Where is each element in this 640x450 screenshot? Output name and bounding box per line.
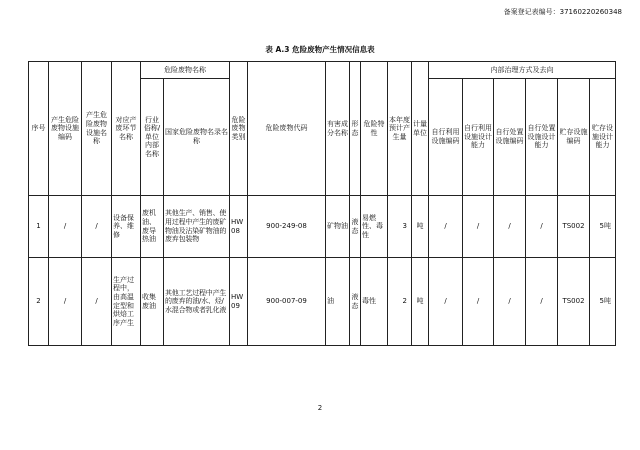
header-category: 危险废物类别: [230, 62, 248, 196]
header-unit: 计量单位: [412, 62, 429, 196]
header-storage-code: 贮存设施编码: [558, 79, 590, 196]
cell-self-util-capacity: /: [463, 258, 494, 346]
cell-self-util-code: /: [429, 196, 463, 258]
cell-facility-name: /: [82, 196, 112, 258]
cell-category: HW08: [230, 196, 248, 258]
header-hazardous-components: 有害成分名称: [326, 62, 350, 196]
header-internal-treatment: 内部治理方式及去向: [429, 62, 616, 79]
table-title: 表 A.3 危险废物产生情况信息表: [265, 45, 375, 54]
hazardous-waste-table: [28, 61, 616, 346]
cell-annual-amount: 2: [388, 258, 412, 346]
header-waste-name-group: 危险废物名称: [141, 62, 230, 79]
header-form: 形态: [350, 62, 361, 196]
cell-category: HW09: [230, 258, 248, 346]
header-code: 危险废物代码: [248, 62, 326, 196]
cell-self-disp-code: /: [494, 196, 526, 258]
cell-national-name: 其他生产、销售、使用过程中产生的废矿物油及沾染矿物油的废弃包装物: [164, 196, 230, 258]
cell-unit: 吨: [412, 258, 429, 346]
cell-self-disp-capacity: /: [526, 196, 558, 258]
cell-code: 900-249-08: [248, 196, 326, 258]
cell-seq: 2: [29, 258, 49, 346]
table-row: [29, 258, 616, 346]
cell-hazardous-components: 油: [326, 258, 350, 346]
header-annual-amount: 本年度预计产生量: [388, 62, 412, 196]
cell-facility-code: /: [49, 258, 82, 346]
cell-code: 900-007-09: [248, 258, 326, 346]
table-row: [29, 196, 616, 258]
cell-process-step: 设备保养、维修: [112, 196, 141, 258]
cell-industry-name: 废机油、废导热油: [141, 196, 164, 258]
cell-seq: 1: [29, 196, 49, 258]
header-seq: 序号: [29, 62, 49, 196]
cell-storage-code: TS002: [558, 196, 590, 258]
cell-storage-code: TS002: [558, 258, 590, 346]
header-self-util-code: 自行利用设施编码: [429, 79, 463, 196]
cell-annual-amount: 3: [388, 196, 412, 258]
cell-process-step: 生产过程中，由高温定型和烘焙工序产生: [112, 258, 141, 346]
cell-self-util-capacity: /: [463, 196, 494, 258]
cell-industry-name: 收集废油: [141, 258, 164, 346]
header-industry-name: 行业俗称/单位内部名称: [141, 79, 164, 196]
registration-number: 备案登记表编号：37160220260348: [503, 8, 622, 16]
cell-unit: 吨: [412, 196, 429, 258]
cell-characteristics: 易燃性、毒性: [361, 196, 388, 258]
cell-self-disp-capacity: /: [526, 258, 558, 346]
cell-form: 液态: [350, 258, 361, 346]
cell-characteristics: 毒性: [361, 258, 388, 346]
cell-facility-code: /: [49, 196, 82, 258]
header-national-name: 国家危险废物名录名称: [164, 79, 230, 196]
header-self-disp-capacity: 自行处置设施设计能力: [526, 79, 558, 196]
cell-form: 液态: [350, 196, 361, 258]
cell-self-disp-code: /: [494, 258, 526, 346]
header-self-disp-code: 自行处置设施编码: [494, 79, 526, 196]
header-self-util-capacity: 自行利用设施设计能力: [463, 79, 494, 196]
header-storage-capacity: 贮存设施设计能力: [590, 79, 616, 196]
page-number: 2: [317, 404, 323, 412]
header-facility-code: 产生危险废物设施编码: [49, 62, 82, 196]
cell-facility-name: /: [82, 258, 112, 346]
cell-storage-capacity: 5吨: [590, 196, 616, 258]
cell-hazardous-components: 矿物油: [326, 196, 350, 258]
header-facility-name: 产生危险废物设施名称: [82, 62, 112, 196]
cell-storage-capacity: 5吨: [590, 258, 616, 346]
cell-self-util-code: /: [429, 258, 463, 346]
header-characteristics: 危险特性: [361, 62, 388, 196]
cell-national-name: 其他工艺过程中产生的废弃的油/水、烃/水混合物或者乳化液: [164, 258, 230, 346]
header-process-step: 对应产废环节名称: [112, 62, 141, 196]
